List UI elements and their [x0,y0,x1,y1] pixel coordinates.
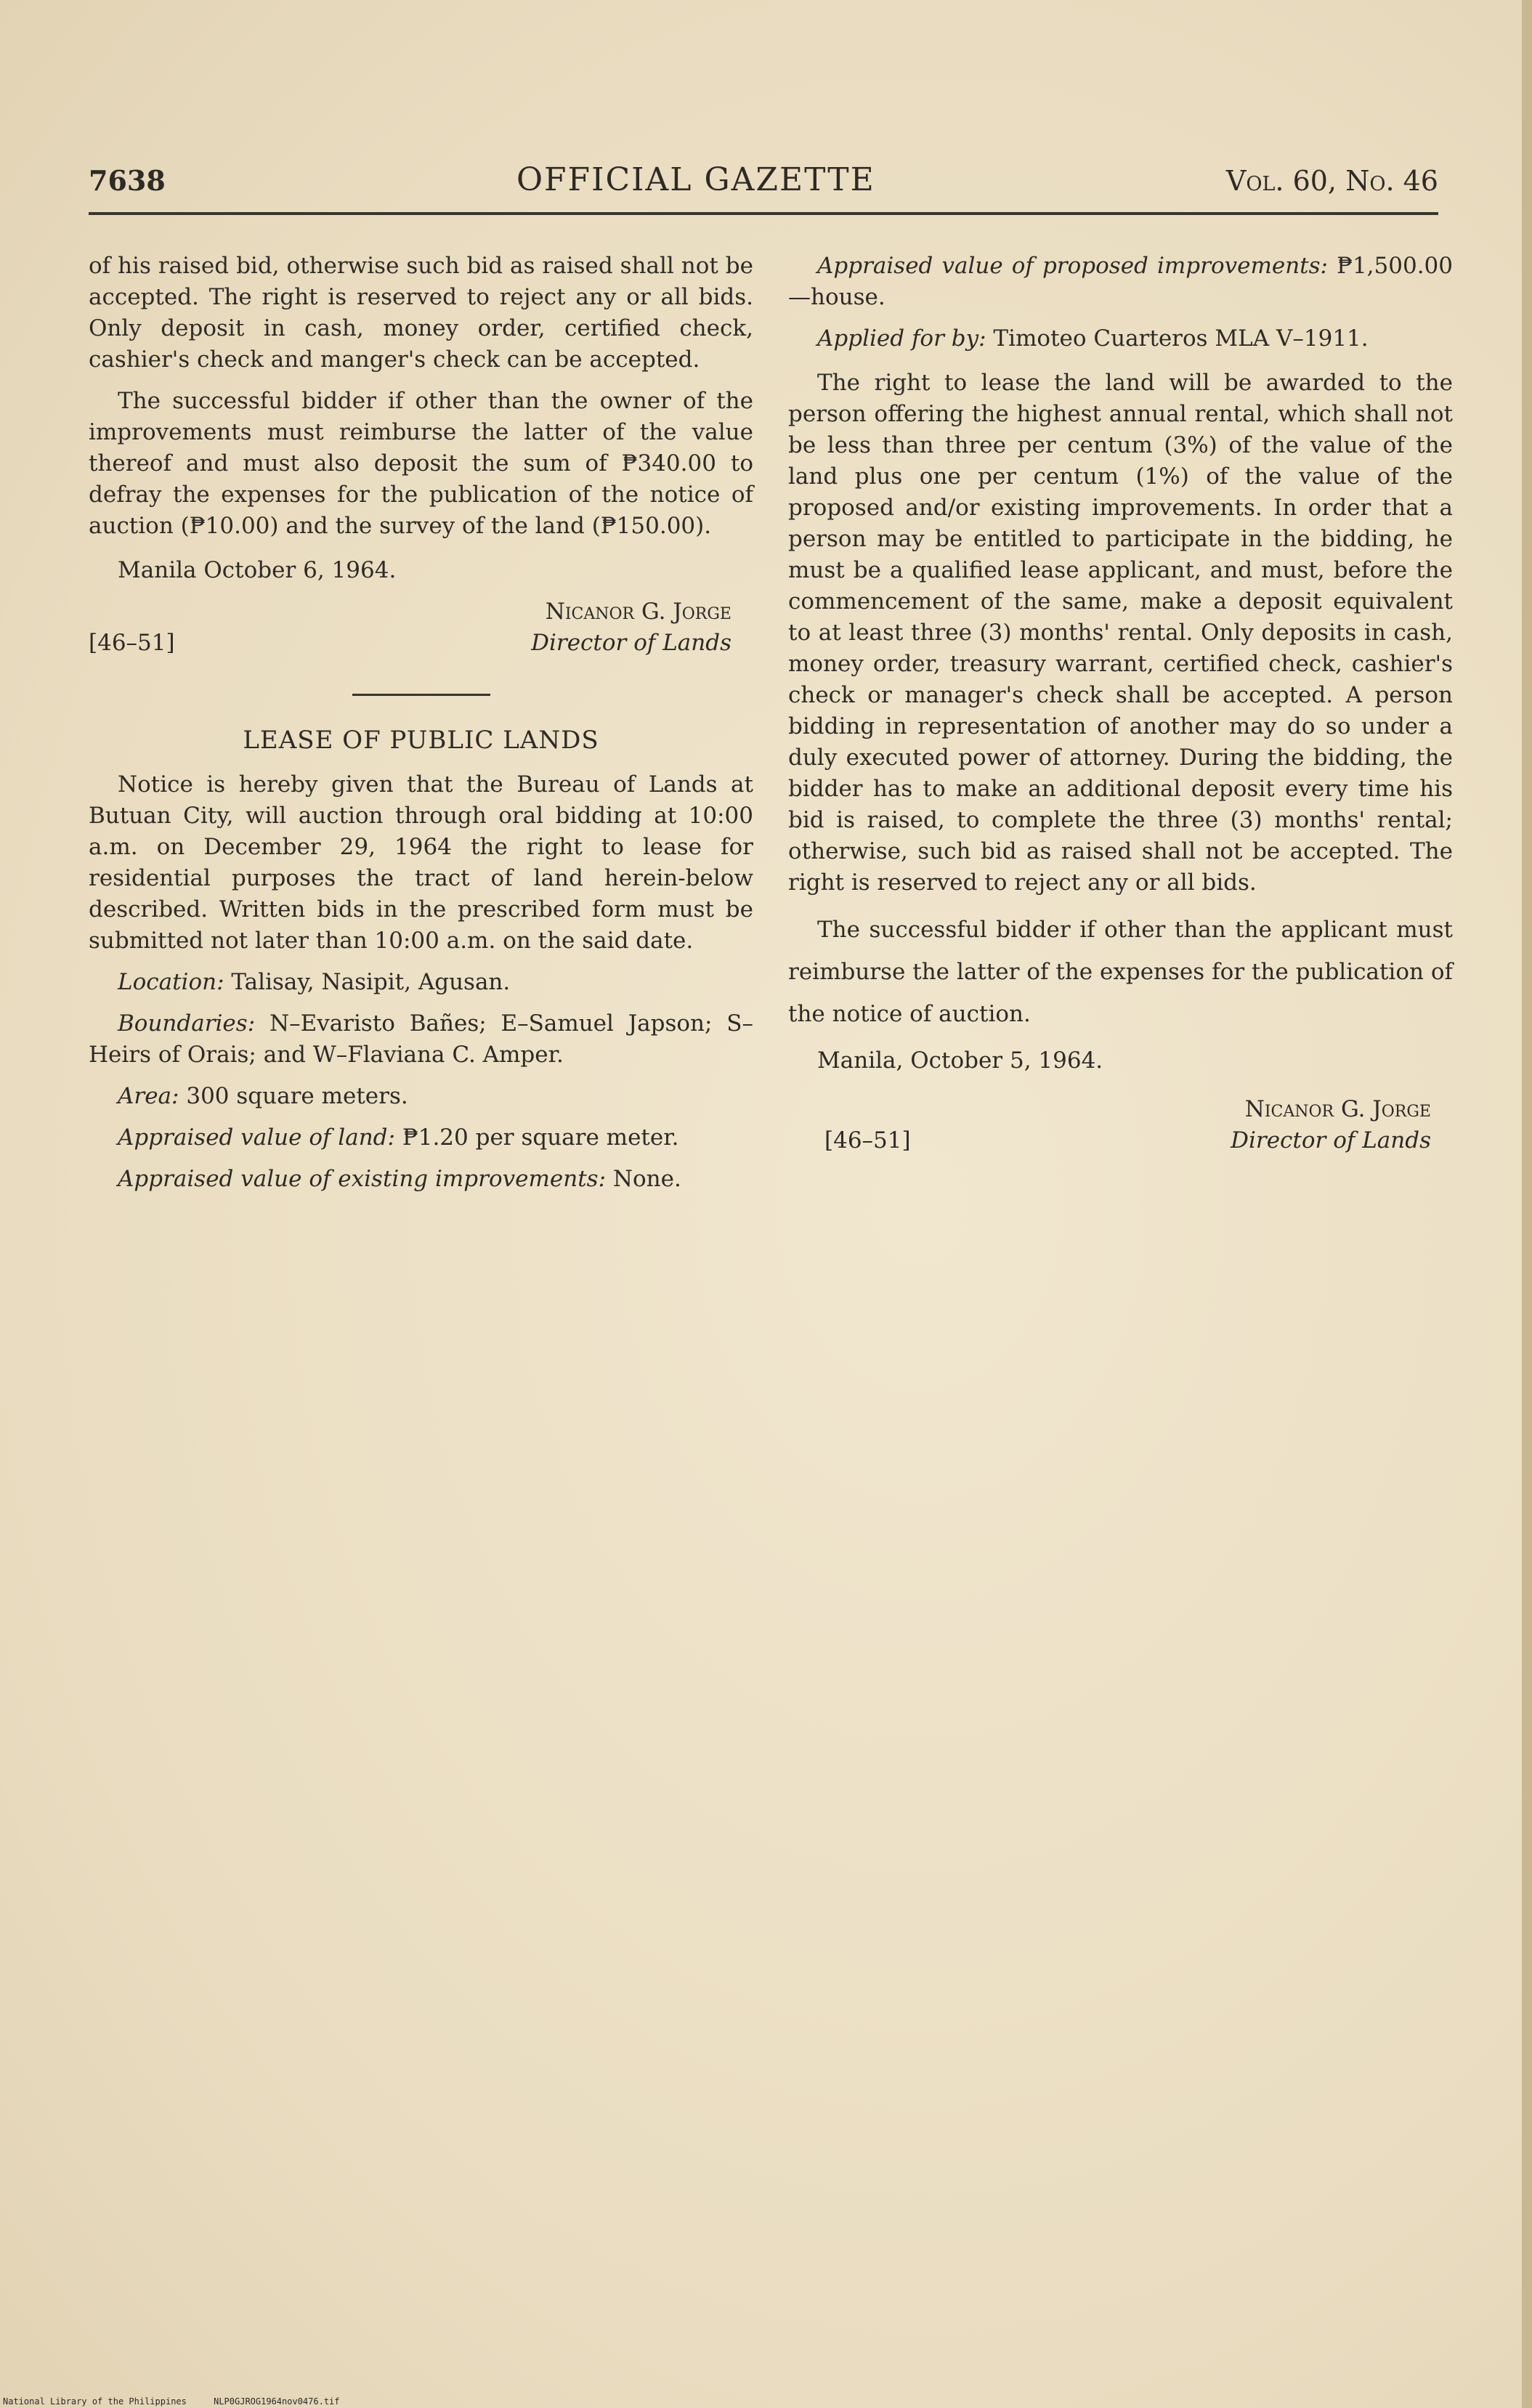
volume-number: Vol. 60, No. 46 [1225,165,1438,197]
notice-paragraph: Notice is hereby given that the Bureau of Lands at Butuan City, will auction through oral bidding at 10:00 a.m. on December 29, 1964 the right to lease for residential purposes the tract of land herein-below described. Written bids in the prescribed form must be submitted not later than 10:00 a.m. on the said date. [89,771,753,954]
signature-block-right [788,1094,1453,1156]
page-edge-shadow [1522,0,1532,2408]
section-separator [352,694,490,696]
reimbursement-paragraph: The successful bidder if other than the owner of the improvements must reimburse the latter of the value thereof and must also deposit the sum of ₱340.00 to defray the expenses for the publication of the notice of auction (₱10.00) and the survey of the land (₱150.00). [89,388,753,539]
boundaries-label: Boundaries: [118,1010,256,1037]
signatory-title-right: Director of Lands [1231,1127,1431,1154]
continuation-paragraph: of his raised bid, otherwise such bid as raised shall not be accepted. The right is reserved to reject any or all bids. Only deposit in cash, money order, certified check, cashier's check and manger's check can be accepted. [89,253,753,373]
proposed-improvements-line [788,251,1453,313]
location-line [118,967,753,998]
page-number: 7638 [89,164,166,197]
reimburse-paragraph: The successful bidder if other than the applicant must reimburse the latter of the expenses for the publication of the notice of auction. [788,917,1453,1027]
right-column [788,251,1453,1156]
boundaries-line [89,1008,753,1071]
existing-improvements-value: None. [612,1166,681,1192]
signatory-name: Nicanor G. Jorge [545,599,731,625]
existing-improvements-line [118,1164,753,1195]
signatory-title: Director of Lands [531,630,731,656]
signature-block [89,596,753,659]
header-rule [89,212,1438,215]
date-line: Manila October 6, 1964. [118,557,397,583]
existing-improvements-label: Appraised value of existing improvements: [118,1166,607,1192]
land-value: ₱1.20 per square meter. [402,1124,679,1151]
applicant-line [817,323,1453,354]
reference-number: [46–51] [89,630,175,656]
award-paragraph: The right to lease the land will be awarded to the person offering the highest annual rental, which shall not be less than three per centum (3%) of the value of the land plus one per centum (1%) of the value of the proposed and/or existing improvements. In order that a person may be entitled to participate in the bidding, he must be a qualified lease applicant, and must, before the commencement of the same, make a deposit equivalent to at least three (3) months' rental. Only deposits in cash, money order, treasury warrant, certified check, cashier's check or manager's check shall be accepted. A person bidding in representation of another may do so under a duly executed power of attorney. During the bidding, the bidder has to make an additional deposit every time his bid is raised, to complete the three (3) months' rental; otherwise, such bid as raised shall not be accepted. The right is reserved to reject any or all bids. [788,370,1453,896]
scan-footer [3,2396,362,2407]
area-value: 300 square meters. [186,1083,408,1109]
proposed-improvements-label: Appraised value of proposed improvements: [817,253,1328,279]
location-label: Location: [118,969,224,995]
area-line [118,1081,753,1112]
applicant-label: Applied for by: [817,325,986,352]
left-column [89,251,753,1205]
proposed-improvements-value: ₱1,500.00—house. [788,253,1453,310]
date-line-right: Manila, October 5, 1964. [817,1047,1103,1074]
land-value-label: Appraised value of land: [118,1124,395,1151]
boundaries-value: N–Evaristo Bañes; E–Samuel Japson; S–Heirs of Orais; and W–Flaviana C. Amper. [89,1010,753,1068]
land-value-line [118,1122,753,1154]
area-label: Area: [118,1083,179,1109]
page-header [89,161,1438,205]
library-credit: National Library of the Philippines [3,2396,187,2407]
location-value: Talisay, Nasipit, Agusan. [231,969,511,995]
scan-file-name: NLP0GJROG1964nov0476.tif [214,2396,340,2407]
signatory-name-right: Nicanor G. Jorge [1244,1096,1431,1122]
publication-title: OFFICIAL GAZETTE [516,161,875,198]
reference-number-right: [46–51] [824,1127,911,1154]
applicant-value: Timoteo Cuarteros MLA V–1911. [993,325,1369,352]
section-title: LEASE OF PUBLIC LANDS [243,726,599,755]
